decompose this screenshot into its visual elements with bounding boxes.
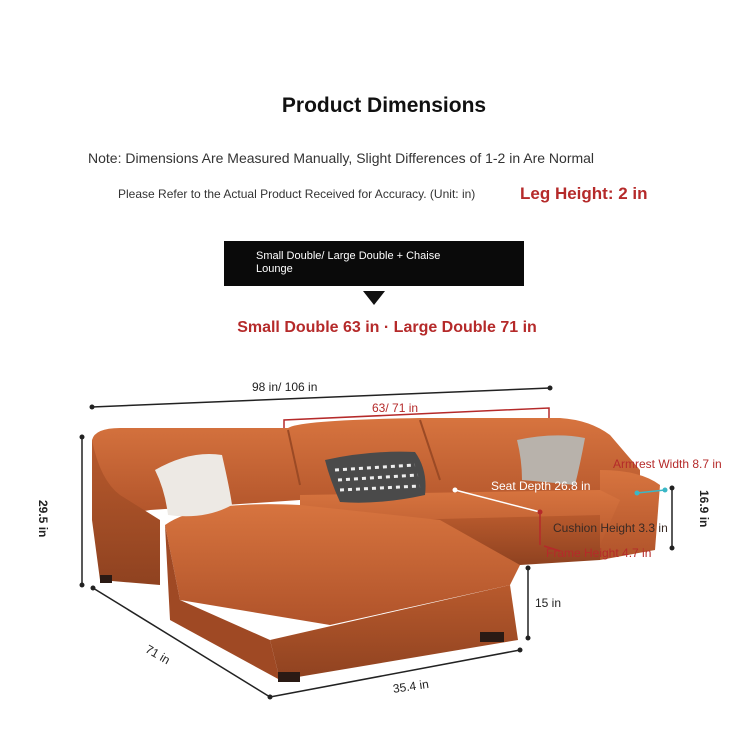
variant-label: Small Double/ Large Double + Chaise Lounge: [256, 250, 441, 275]
sofa-leg: [480, 632, 504, 642]
houndstooth-pillow: [325, 452, 426, 503]
armrest-width-label: Armrest Width 8.7 in: [613, 457, 722, 471]
sofa-leg: [278, 672, 300, 682]
chaise-height-label: 15 in: [535, 596, 562, 610]
chaise-length-label: 71 in: [143, 642, 173, 668]
seat-depth-label: Seat Depth 26.8 in: [491, 479, 591, 493]
height-label: 29.5 in: [36, 500, 50, 538]
page-title: Product Dimensions: [281, 94, 487, 117]
grey-pillow-right: [517, 435, 585, 485]
chaise-width-label: 35.4 in: [392, 676, 430, 696]
size-options: Small Double 63 in · Large Double 71 in: [237, 319, 537, 336]
leg-height-label: Leg Height: 2 in: [520, 184, 648, 203]
total-width-label: 98 in/ 106 in: [252, 380, 318, 394]
cushion-height-label: Cushion Height 3.3 in: [553, 521, 668, 535]
sofa-leg: [100, 575, 112, 583]
seat-width-label: 63/ 71 in: [372, 401, 419, 415]
arm-height-label: 16.9 in: [697, 490, 711, 528]
measurement-note: Note: Dimensions Are Measured Manually, Slight Differences of 1-2 in Are Normal: [88, 150, 595, 166]
accuracy-note: Please Refer to the Actual Product Received for Accuracy. (Unit: in): [118, 187, 476, 201]
frame-height-label: Frame Height 4.7 in: [546, 546, 652, 560]
total-width-line: [92, 388, 550, 407]
